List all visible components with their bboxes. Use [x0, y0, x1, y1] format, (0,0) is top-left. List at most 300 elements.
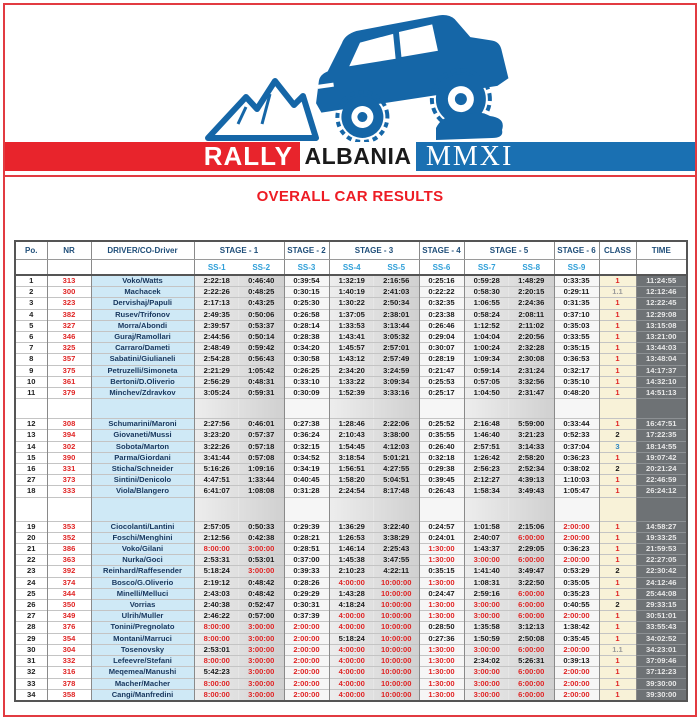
cell-po: 25 — [15, 588, 47, 599]
cell-po: 14 — [15, 441, 47, 452]
cell-time: 14:32:10 — [636, 376, 687, 387]
cell-ss7: 1:50:59 — [464, 633, 509, 644]
cell-po: 27 — [15, 475, 47, 486]
cell-ss6: 0:24:47 — [419, 588, 464, 599]
cell-driver: Bertoni/D.Oliverio — [91, 376, 194, 387]
cell-driver: Sobota/Marton — [91, 441, 194, 452]
cell-class: 1 — [599, 633, 636, 644]
cell-class: 1 — [599, 656, 636, 667]
cell-po: 28 — [15, 622, 47, 633]
cell-ss2: 0:46:01 — [239, 419, 284, 430]
cell-ss2: 0:46:40 — [239, 275, 284, 287]
cell-ss7: 1:43:37 — [464, 544, 509, 555]
cell-ss4: 1:45:57 — [329, 343, 374, 354]
cell-ss4: 1:54:45 — [329, 441, 374, 452]
cell-ss2: 0:59:42 — [239, 343, 284, 354]
cell-class: 1 — [599, 332, 636, 343]
mountain-icon — [208, 81, 316, 138]
cell-ss5: 2:50:34 — [374, 298, 419, 309]
cell-nr: 378 — [47, 678, 91, 689]
result-row-6 — [15, 332, 687, 343]
cell-nr: 357 — [47, 354, 91, 365]
cell-ss9: 0:40:55 — [554, 600, 599, 611]
cell-ss3: 2:00:00 — [284, 633, 329, 644]
cell-driver: Guraj/Ramollari — [91, 332, 194, 343]
cell-ss1: 8:00:00 — [194, 633, 239, 644]
cell-ss2: 0:53:37 — [239, 320, 284, 331]
cell-time: 13:15:08 — [636, 320, 687, 331]
separator-cell — [239, 497, 284, 521]
header-empty — [15, 260, 47, 276]
cell-ss1: 8:00:00 — [194, 544, 239, 555]
cell-ss5: 3:38:29 — [374, 532, 419, 543]
cell-ss6: 1:30:00 — [419, 689, 464, 701]
separator-cell — [15, 497, 47, 521]
cell-ss5: 3:05:32 — [374, 332, 419, 343]
cell-ss5: 3:09:34 — [374, 376, 419, 387]
cell-ss9: 0:35:45 — [554, 633, 599, 644]
cell-ss7: 0:59:28 — [464, 275, 509, 287]
cell-ss4: 4:00:00 — [329, 656, 374, 667]
cell-ss4: 1:37:05 — [329, 309, 374, 320]
cell-ss9: 0:35:03 — [554, 320, 599, 331]
cell-ss5: 10:00:00 — [374, 588, 419, 599]
cell-ss2: 0:56:43 — [239, 354, 284, 365]
separator-cell — [464, 399, 509, 419]
results-body — [15, 275, 687, 701]
cell-ss5: 10:00:00 — [374, 644, 419, 655]
cell-time: 29:33:15 — [636, 600, 687, 611]
cell-driver: Minelli/Melluci — [91, 588, 194, 599]
cell-driver: Nurka/Goci — [91, 555, 194, 566]
cell-ss1: 2:49:35 — [194, 309, 239, 320]
cell-ss2: 1:05:42 — [239, 365, 284, 376]
cell-ss2: 0:57:08 — [239, 452, 284, 463]
cell-class: 1 — [599, 452, 636, 463]
cell-po: 9 — [15, 365, 47, 376]
cell-ss2: 3:00:00 — [239, 689, 284, 701]
separator-cell — [374, 497, 419, 521]
cell-ss4: 1:36:29 — [329, 521, 374, 532]
cell-ss5: 3:13:44 — [374, 320, 419, 331]
cell-ss8: 5:26:31 — [509, 656, 554, 667]
header-stage-2: STAGE - 2 — [284, 241, 329, 260]
cell-driver: Petruzelli/Simoneta — [91, 365, 194, 376]
cell-ss2: 3:00:00 — [239, 544, 284, 555]
cell-ss7: 2:16:48 — [464, 419, 509, 430]
cell-nr: 349 — [47, 611, 91, 622]
cell-ss6: 0:21:47 — [419, 365, 464, 376]
cell-nr: 361 — [47, 376, 91, 387]
cell-time: 18:14:55 — [636, 441, 687, 452]
cell-ss1: 2:40:38 — [194, 600, 239, 611]
cell-ss4: 4:00:00 — [329, 689, 374, 701]
cell-ss5: 4:22:11 — [374, 566, 419, 577]
cell-driver: Tonini/Pregnolato — [91, 622, 194, 633]
cell-ss6: 0:23:38 — [419, 309, 464, 320]
cell-ss9: 0:37:04 — [554, 441, 599, 452]
cell-time: 34:23:01 — [636, 644, 687, 655]
cell-ss3: 0:29:39 — [284, 521, 329, 532]
cell-ss7: 1:04:50 — [464, 388, 509, 399]
cell-ss6: 1:30:00 — [419, 600, 464, 611]
cell-driver: Sticha/Schneider — [91, 464, 194, 475]
cell-nr: 331 — [47, 464, 91, 475]
cell-ss4: 4:00:00 — [329, 611, 374, 622]
cell-ss4: 1:52:39 — [329, 388, 374, 399]
cell-nr: 344 — [47, 588, 91, 599]
cell-ss6: 0:32:35 — [419, 298, 464, 309]
cell-ss3: 0:39:54 — [284, 275, 329, 287]
result-row-11 — [15, 388, 687, 399]
cell-ss6: 0:26:46 — [419, 320, 464, 331]
cell-ss8: 2:31:47 — [509, 388, 554, 399]
cell-ss7: 3:00:00 — [464, 678, 509, 689]
cell-time: 12:29:08 — [636, 309, 687, 320]
separator-cell — [599, 399, 636, 419]
cell-nr: 353 — [47, 521, 91, 532]
cell-ss3: 0:33:10 — [284, 376, 329, 387]
cell-ss5: 10:00:00 — [374, 689, 419, 701]
cell-po: 31 — [15, 656, 47, 667]
cell-class: 1 — [599, 309, 636, 320]
cell-time: 33:55:43 — [636, 622, 687, 633]
cell-ss7: 3:00:00 — [464, 600, 509, 611]
header-ss-7: SS-7 — [464, 260, 509, 276]
separator-cell — [47, 497, 91, 521]
cell-driver: Machacek — [91, 287, 194, 298]
cell-ss6: 1:30:00 — [419, 555, 464, 566]
cell-ss7: 1:04:04 — [464, 332, 509, 343]
cell-nr: 316 — [47, 667, 91, 678]
cell-ss3: 0:34:20 — [284, 343, 329, 354]
cell-ss8: 3:32:56 — [509, 376, 554, 387]
cell-ss3: 2:00:00 — [284, 644, 329, 655]
cell-driver: Viola/Blangero — [91, 486, 194, 497]
cell-ss2: 3:00:00 — [239, 644, 284, 655]
cell-class: 1 — [599, 419, 636, 430]
cell-nr: 302 — [47, 441, 91, 452]
cell-ss4: 4:00:00 — [329, 667, 374, 678]
header-stage-4: STAGE - 4 — [419, 241, 464, 260]
cell-class: 1.1 — [599, 644, 636, 655]
cell-ss8: 6:00:00 — [509, 644, 554, 655]
cell-ss9: 1:05:47 — [554, 486, 599, 497]
cell-class: 1 — [599, 521, 636, 532]
cell-ss7: 2:34:02 — [464, 656, 509, 667]
cell-ss5: 3:33:16 — [374, 388, 419, 399]
cell-time: 13:44:03 — [636, 343, 687, 354]
result-row-1 — [15, 275, 687, 287]
cell-ss2: 1:33:44 — [239, 475, 284, 486]
result-row-18 — [15, 486, 687, 497]
cell-ss2: 0:48:25 — [239, 287, 284, 298]
cell-ss2: 3:00:00 — [239, 566, 284, 577]
banner — [5, 142, 695, 171]
cell-ss3: 0:30:31 — [284, 600, 329, 611]
cell-ss8: 2:20:56 — [509, 332, 554, 343]
cell-nr: 350 — [47, 600, 91, 611]
cell-ss8: 2:24:36 — [509, 298, 554, 309]
separator-cell — [636, 399, 687, 419]
cell-time: 16:47:51 — [636, 419, 687, 430]
cell-nr: 304 — [47, 644, 91, 655]
cell-ss2: 3:00:00 — [239, 633, 284, 644]
cell-nr: 327 — [47, 320, 91, 331]
header-ss-6: SS-6 — [419, 260, 464, 276]
cell-driver: Ulrih/Muller — [91, 611, 194, 622]
separator-cell — [509, 497, 554, 521]
header-driver-co-driver: DRIVER/CO-Driver — [91, 241, 194, 260]
cell-driver: Rusev/Trifonov — [91, 309, 194, 320]
cell-ss6: 0:26:40 — [419, 441, 464, 452]
cell-ss2: 0:48:42 — [239, 588, 284, 599]
cell-ss7: 1:41:40 — [464, 566, 509, 577]
cell-ss6: 1:30:00 — [419, 667, 464, 678]
cell-po: 32 — [15, 667, 47, 678]
cell-nr: 313 — [47, 275, 91, 287]
cell-class: 1 — [599, 475, 636, 486]
cell-nr: 325 — [47, 343, 91, 354]
header-time: TIME — [636, 241, 687, 260]
cell-ss6: 1:30:00 — [419, 544, 464, 555]
cell-ss9: 2:00:00 — [554, 555, 599, 566]
cell-ss2: 0:48:31 — [239, 376, 284, 387]
cell-class: 1 — [599, 376, 636, 387]
cell-ss7: 2:59:16 — [464, 588, 509, 599]
result-row-26 — [15, 600, 687, 611]
cell-ss4: 1:46:14 — [329, 544, 374, 555]
cell-ss7: 2:12:27 — [464, 475, 509, 486]
cell-ss1: 3:05:24 — [194, 388, 239, 399]
separator-cell — [329, 497, 374, 521]
cell-time: 14:58:27 — [636, 521, 687, 532]
cell-ss9: 0:35:05 — [554, 577, 599, 588]
cell-ss8: 6:00:00 — [509, 600, 554, 611]
cell-ss4: 1:43:28 — [329, 588, 374, 599]
cell-ss1: 2:17:13 — [194, 298, 239, 309]
cell-ss4: 1:40:19 — [329, 287, 374, 298]
header-po-: Po. — [15, 241, 47, 260]
group-separator-row — [15, 399, 687, 419]
cell-driver: Morra/Abondi — [91, 320, 194, 331]
cell-driver: Carraro/Dameti — [91, 343, 194, 354]
result-row-3 — [15, 298, 687, 309]
cell-ss4: 1:43:12 — [329, 354, 374, 365]
cell-ss6: 1:30:00 — [419, 577, 464, 588]
cell-nr: 332 — [47, 656, 91, 667]
cell-ss3: 0:28:21 — [284, 532, 329, 543]
cell-ss7: 3:00:00 — [464, 555, 509, 566]
cell-ss8: 3:49:47 — [509, 566, 554, 577]
cell-class: 1 — [599, 343, 636, 354]
cell-ss1: 2:22:26 — [194, 287, 239, 298]
cell-po: 5 — [15, 320, 47, 331]
cell-class: 1 — [599, 298, 636, 309]
cell-nr: 333 — [47, 486, 91, 497]
separator-cell — [284, 399, 329, 419]
cell-ss3: 0:30:58 — [284, 354, 329, 365]
cell-nr: 394 — [47, 430, 91, 441]
cell-ss5: 4:27:55 — [374, 464, 419, 475]
separator-cell — [194, 497, 239, 521]
group-separator-row — [15, 497, 687, 521]
cell-ss6: 0:30:07 — [419, 343, 464, 354]
cell-ss9: 1:10:03 — [554, 475, 599, 486]
cell-po: 12 — [15, 419, 47, 430]
cell-nr: 386 — [47, 544, 91, 555]
result-row-14 — [15, 441, 687, 452]
cell-ss9: 0:38:02 — [554, 464, 599, 475]
cell-ss7: 0:58:24 — [464, 309, 509, 320]
cell-po: 10 — [15, 376, 47, 387]
cell-ss7: 0:58:30 — [464, 287, 509, 298]
cell-ss1: 2:54:28 — [194, 354, 239, 365]
separator-cell — [554, 399, 599, 419]
separator-cell — [47, 399, 91, 419]
cell-ss2: 0:42:38 — [239, 532, 284, 543]
cell-ss6: 0:26:43 — [419, 486, 464, 497]
header-stage-1: STAGE - 1 — [194, 241, 284, 260]
cell-ss9: 0:33:44 — [554, 419, 599, 430]
header-stage-3: STAGE - 3 — [329, 241, 419, 260]
header-ss-1: SS-1 — [194, 260, 239, 276]
cell-driver: Meqemea/Manushi — [91, 667, 194, 678]
cell-ss7: 1:35:58 — [464, 622, 509, 633]
cell-ss9: 2:00:00 — [554, 689, 599, 701]
cell-ss1: 5:16:26 — [194, 464, 239, 475]
cell-ss8: 2:52:34 — [509, 464, 554, 475]
result-row-27 — [15, 475, 687, 486]
cell-ss4: 3:18:54 — [329, 452, 374, 463]
cell-ss6: 0:28:50 — [419, 622, 464, 633]
cell-ss8: 6:00:00 — [509, 667, 554, 678]
cell-ss2: 1:08:08 — [239, 486, 284, 497]
cell-ss5: 10:00:00 — [374, 600, 419, 611]
cell-ss8: 6:00:00 — [509, 532, 554, 543]
cell-ss8: 2:30:08 — [509, 354, 554, 365]
cell-nr: 374 — [47, 577, 91, 588]
cell-ss8: 2:20:15 — [509, 287, 554, 298]
cell-ss3: 2:00:00 — [284, 678, 329, 689]
cell-ss7: 0:57:05 — [464, 376, 509, 387]
results-header — [15, 241, 687, 275]
cell-ss8: 2:29:05 — [509, 544, 554, 555]
page-title: OVERALL CAR RESULTS — [256, 188, 444, 205]
cell-ss1: 4:47:51 — [194, 475, 239, 486]
cell-ss8: 3:22:50 — [509, 577, 554, 588]
cell-nr: 382 — [47, 309, 91, 320]
cell-ss3: 0:28:26 — [284, 577, 329, 588]
cell-nr: 376 — [47, 622, 91, 633]
cell-ss4: 1:56:51 — [329, 464, 374, 475]
cell-ss6: 1:30:00 — [419, 611, 464, 622]
cell-ss1: 8:00:00 — [194, 622, 239, 633]
cell-ss7: 0:59:14 — [464, 365, 509, 376]
cell-driver: Sabatini/Giulianeli — [91, 354, 194, 365]
cell-time: 22:27:05 — [636, 555, 687, 566]
cell-ss3: 0:28:51 — [284, 544, 329, 555]
cell-ss5: 5:04:51 — [374, 475, 419, 486]
cell-ss4: 1:45:38 — [329, 555, 374, 566]
banner-year-text: MMXI — [426, 140, 514, 172]
cell-class: 2 — [599, 464, 636, 475]
cell-ss5: 2:25:43 — [374, 544, 419, 555]
cell-po: 20 — [15, 532, 47, 543]
cell-ss3: 0:26:25 — [284, 365, 329, 376]
cell-class: 1 — [599, 532, 636, 543]
cell-ss2: 3:00:00 — [239, 678, 284, 689]
separator-cell — [599, 497, 636, 521]
cell-ss2: 0:57:00 — [239, 611, 284, 622]
header-class: CLASS — [599, 241, 636, 260]
cell-time: 17:22:35 — [636, 430, 687, 441]
cell-ss9: 2:00:00 — [554, 521, 599, 532]
cell-ss3: 0:26:58 — [284, 309, 329, 320]
cell-nr: 375 — [47, 365, 91, 376]
cell-po: 34 — [15, 689, 47, 701]
banner-albania-text: ALBANIA — [304, 143, 412, 169]
cell-class: 2 — [599, 430, 636, 441]
cell-class: 1 — [599, 365, 636, 376]
cell-time: 14:51:13 — [636, 388, 687, 399]
banner-red-segment — [5, 142, 300, 171]
cell-po: 15 — [15, 452, 47, 463]
cell-ss3: 0:29:29 — [284, 588, 329, 599]
cell-nr: 323 — [47, 298, 91, 309]
header-ss-2: SS-2 — [239, 260, 284, 276]
cell-ss2: 0:43:25 — [239, 298, 284, 309]
header-ss-8: SS-8 — [509, 260, 554, 276]
cell-ss7: 3:00:00 — [464, 644, 509, 655]
separator-cell — [554, 497, 599, 521]
cell-time: 26:24:12 — [636, 486, 687, 497]
cell-po: 1 — [15, 275, 47, 287]
cell-ss5: 3:38:00 — [374, 430, 419, 441]
result-row-32 — [15, 667, 687, 678]
cell-class: 1 — [599, 486, 636, 497]
header-ss-9: SS-9 — [554, 260, 599, 276]
separator-cell — [509, 399, 554, 419]
cell-ss9: 0:33:55 — [554, 332, 599, 343]
cell-ss6: 0:29:38 — [419, 464, 464, 475]
cell-ss4: 1:28:46 — [329, 419, 374, 430]
cell-class: 3 — [599, 441, 636, 452]
result-row-21 — [15, 544, 687, 555]
separator-cell — [374, 399, 419, 419]
cell-class: 1 — [599, 678, 636, 689]
cell-ss5: 2:57:49 — [374, 354, 419, 365]
cell-ss3: 0:37:39 — [284, 611, 329, 622]
cell-ss6: 0:27:36 — [419, 633, 464, 644]
cell-ss3: 0:40:45 — [284, 475, 329, 486]
cell-ss5: 2:16:56 — [374, 275, 419, 287]
cell-ss4: 1:26:53 — [329, 532, 374, 543]
cell-time: 22:46:59 — [636, 475, 687, 486]
cell-time: 13:48:04 — [636, 354, 687, 365]
cell-ss8: 6:00:00 — [509, 678, 554, 689]
cell-ss9: 0:29:11 — [554, 287, 599, 298]
cell-po: 3 — [15, 298, 47, 309]
cell-ss6: 0:29:04 — [419, 332, 464, 343]
cell-ss5: 10:00:00 — [374, 656, 419, 667]
cell-ss1: 2:46:22 — [194, 611, 239, 622]
cell-ss2: 1:09:16 — [239, 464, 284, 475]
cell-ss2: 3:00:00 — [239, 622, 284, 633]
cell-ss1: 2:53:01 — [194, 644, 239, 655]
cell-po: 19 — [15, 521, 47, 532]
result-row-30 — [15, 644, 687, 655]
